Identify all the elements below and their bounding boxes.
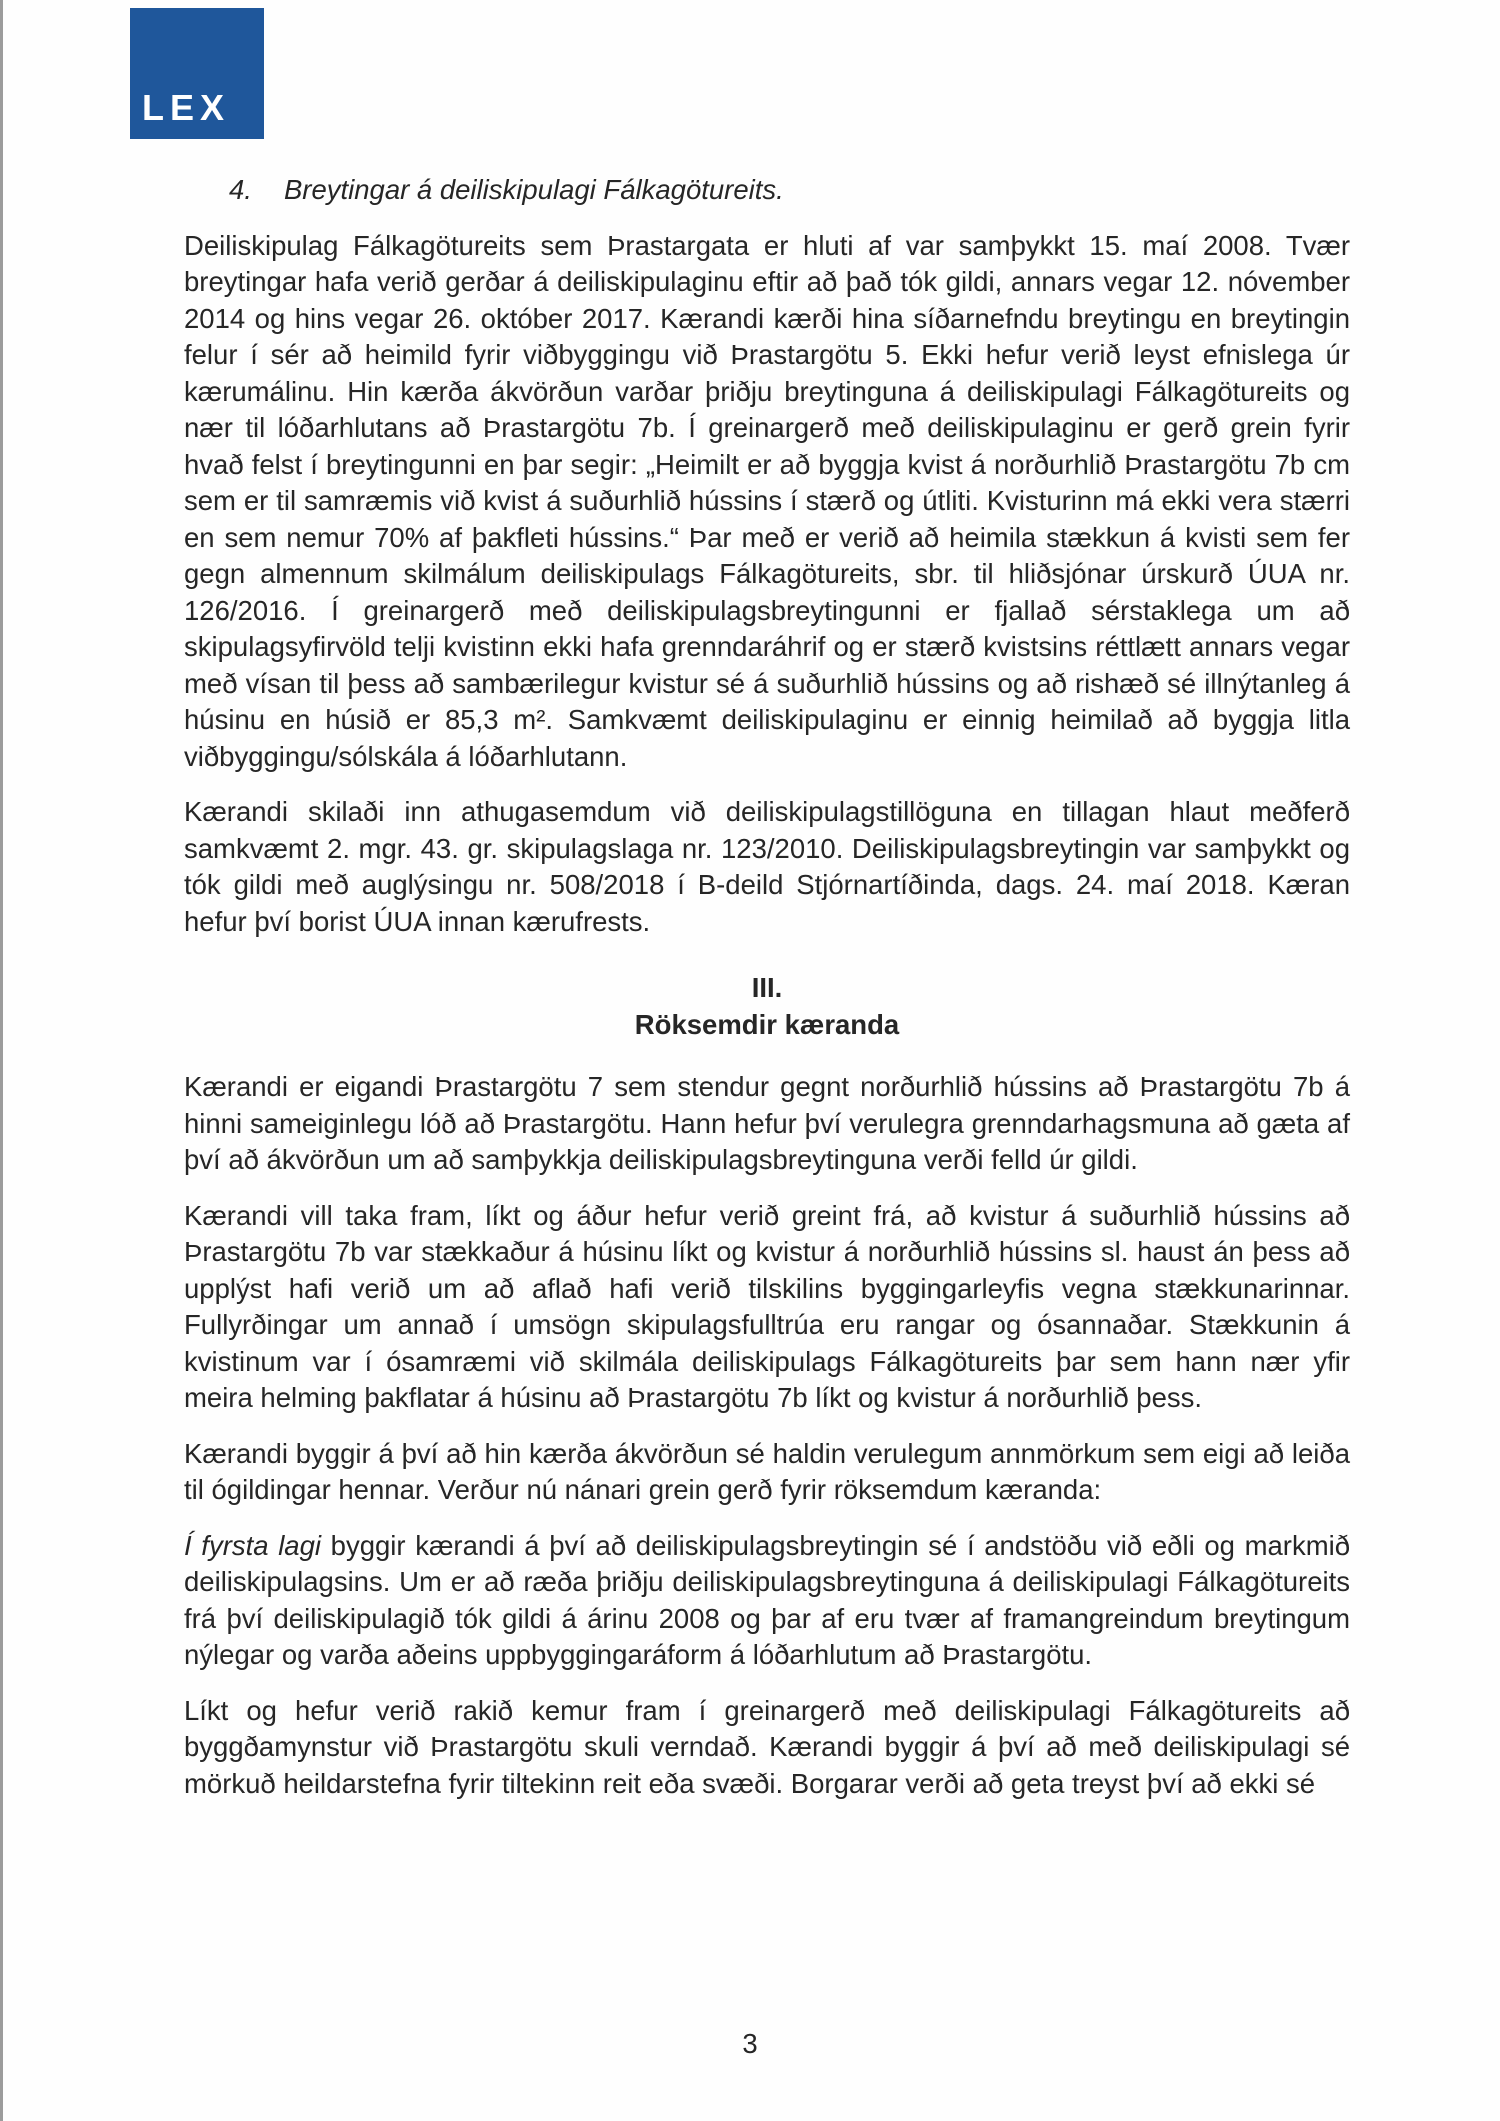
lex-logo: [130, 8, 264, 139]
paragraph-athugasemdir: Kærandi skilaði inn athugasemdum við deiliskipulagstillöguna en tillagan hlaut meðferð samkvæmt 2. mgr. 43. gr. skipulagslaga nr. 123/2010. Deiliskipulagsbreytingin var samþykkt og tók gildi með auglýsingu nr. 508/2018 í B-deild Stjórnartíðinda, dags. 24. maí 2018. Kæran hefur því borist ÚUA innan kærufrests.: [184, 796, 1350, 937]
section-3-heading: [184, 970, 1350, 1043]
section-4-heading: [229, 172, 1350, 209]
paragraph-i-fyrsta-lagi-rest: byggir kærandi á því að deiliskipulagsbreytingin sé í andstöðu við eðli og markmið deiliskipulagsins. Um er að ræða þriðju deiliskipulagsbreytinguna á deiliskipulagi Fálkagötureits frá því deiliskipulagið tók gildi á árinu 2008 og þar af eru tvær af framangreindum breytingum nýlegar og varða aðeins uppbyggingaráform á lóðarhlutum að Þrastargötu.: [184, 1529, 1351, 1670]
section-3-roman-numeral: III.: [751, 972, 783, 1003]
paragraph-deiliskipulag-overview: Deiliskipulag Fálkagötureits sem Þrastargata er hluti af var samþykkt 15. maí 2008. Tvær breytingar hafa verið gerðar á deiliskipulaginu eftir að það tók gildi, annars vegar 12. nóvember 2014 og hins vegar 26. október 2017. Kærandi kærði hina síðarnefndu breytingu en breytingin felur í sér að heimild fyrir viðbyggingu við Þrastargötu 5. Ekki hefur verið leyst efnislega úr kærumálinu. Hin kærða ákvörðun varðar þriðju breytinguna á deiliskipulagi Fálkagötureits og nær til lóðarhlutans að Þrastargötu 7b. Í greinargerð með deiliskipulaginu er gerð grein fyrir hvað felst í breytingunni en þar segir: „Heimilt er að byggja kvist á norðurhlið Þrastargötu 7b cm sem er til samræmis við kvist á suðurhlið hússins í stærð og útliti. Kvisturinn má ekki vera stærri en sem nemur 70% af þakfleti hússins.“ Þar með er verið að heimila stækkun á kvisti sem fer gegn almennum skilmálum deiliskipulags Fálkagötureits, sbr. til hliðsjónar úrskurð ÚUA nr. 126/2016. Í greinargerð með deiliskipulagsbreytingunni er fjallað sérstaklega um að skipulagsyfirvöld telji kvistinn ekki hafa grenndaráhrif og er stærð kvistsins réttlætt annars vegar með vísan til þess að sambærilegur kvistur sé á suðurhlið hússins og að rishæð sé illnýtanleg á húsinu en húsið er 85,3 m². Samkvæmt deiliskipulaginu er einnig heimilað að byggja litla viðbyggingu/sólskála á lóðarhlutann.: [184, 229, 1350, 772]
document-body: [184, 172, 1350, 1821]
section-4-title: Breytingar á deiliskipulagi Fálkagötureits.: [283, 174, 784, 205]
section-4-number: 4.: [229, 174, 252, 205]
lex-logo-text: LEX: [142, 87, 231, 128]
paragraph-i-fyrsta-lagi: [184, 1528, 1350, 1674]
italic-lead-i-fyrsta-lagi: Í fyrsta lagi: [184, 1529, 321, 1561]
paragraph-annmarkar: Kærandi byggir á því að hin kærða ákvörðun sé haldin verulegum annmörkum sem eigi að leiða til ógildingar hennar. Verður nú nánari grein gerð fyrir röksemdum kæranda:: [184, 1437, 1350, 1505]
paragraph-eigandi: Kærandi er eigandi Þrastargötu 7 sem stendur gegnt norðurhlið hússins að Þrastargötu 7b á hinni sameiginlegu lóð að Þrastargötu. Hann hefur því verulegra grenndarhagsmuna að gæta af því að ákvörðun um að samþykkja deiliskipulagsbreytinguna verði felld úr gildi.: [184, 1071, 1350, 1175]
paragraph-byggdamynstur: Líkt og hefur verið rakið kemur fram í greinargerð með deiliskipulagi Fálkagötureits að byggðamynstur við Þrastargötu skuli verndað. Kærandi byggir á því að með deiliskipulagi sé mörkuð heildarstefna fyrir tiltekinn reit eða svæði. Borgarar verði að geta treyst því að ekki sé: [184, 1694, 1350, 1799]
page-number: 3: [742, 2028, 758, 2059]
scan-edge-artifact: [0, 0, 3, 2121]
paragraph-kvistur-sudurhlid: Kærandi vill taka fram, líkt og áður hefur verið greint frá, að kvistur á suðurhlið hússins að Þrastargötu 7b var stækkaður á húsinu líkt og kvistur á norðurhlið hússins sl. haust án þess að upplýst hafi verið um að aflað hafi verið tilskilins byggingarleyfis vegna stækkunarinnar. Fullyrðingar um annað í umsögn skipulagsfulltrúa eru rangar og ósannaðar. Stækkunin á kvistinum var í ósamræmi við skilmála deiliskipulags Fálkagötureits þar sem hann nær yfir meira helming þakflatar á húsinu að Þrastargötu 7b líkt og kvistur á norðurhlið þess.: [184, 1199, 1350, 1413]
section-3-title: Röksemdir kæranda: [634, 1008, 900, 1040]
